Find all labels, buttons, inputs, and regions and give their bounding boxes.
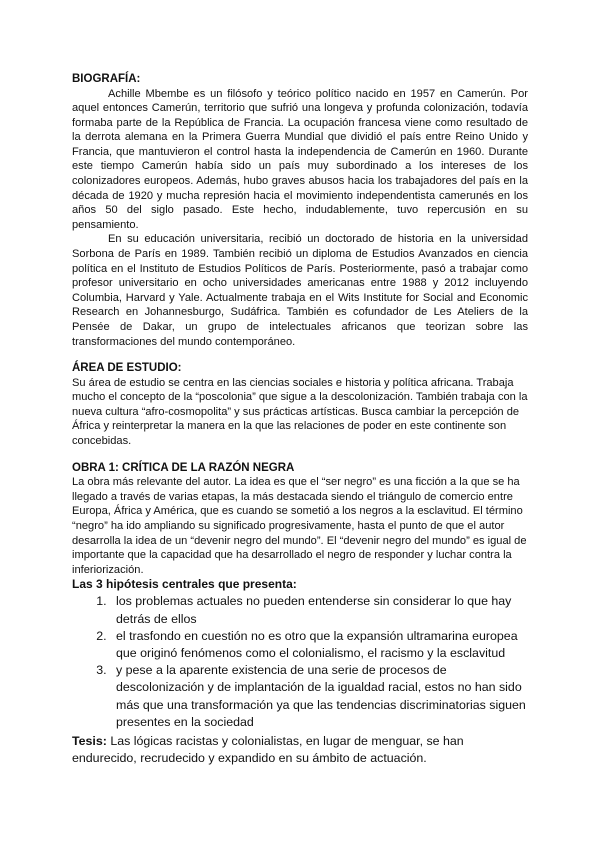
area-heading: ÁREA DE ESTUDIO: (72, 362, 182, 375)
hypothesis-item: 1. los problemas actuales no pueden entenderse sin considerar lo que hay detrás de ellos (110, 593, 528, 627)
thesis-text: Las lógicas racistas y colonialistas, en lugar de menguar, se han endurecido, recrudecido y expandido en su ámbito de actuación. (72, 733, 464, 766)
section-gap (72, 449, 528, 461)
hypothesis-item: 3. y pese a la aparente existencia de una serie de procesos de descolonización y de implantación de la igualdad racial, estos no han sido más que una transformación ya que las tendencias discriminatorias siguen presentes en la sociedad (110, 662, 528, 731)
hypotheses-title: Las 3 hipótesis centrales que presenta: (72, 577, 297, 592)
biografia-heading: BIOGRAFÍA: (72, 73, 141, 85)
hypotheses-list (72, 593, 528, 731)
thesis-label: Tesis: (72, 733, 107, 748)
obra-paragraph: La obra más relevante del autor. La idea es que el “ser negro” es una ficción a la que se ha llegado a través de varias etapas, la más destacada siendo el triángulo de comercio entre Europa, África y América, que es cuando se sometió a los negros a la esclavitud. El término “negro” ha ido ampliando su significado progresivamente, hasta el punto de que el autor desarrolla la idea de un “devenir negro del mundo”. El “devenir negro del mundo” es igual de importante que la capacidad que ha desarrollado el negro de responder y luchar contra la inferiorización. (72, 476, 527, 576)
obra-heading: OBRA 1: CRÍTICA DE LA RAZÓN NEGRA (72, 461, 295, 474)
hypothesis-item: 2. el trasfondo en cuestión no es otro que la expansión ultramarina europea que originó fenómenos como el colonialismo, el racismo y la esclavitud (110, 628, 528, 662)
biografia-paragraph-2: En su educación universitaria, recibió un doctorado de historia en la universidad Sorbona de París en 1989. También recibió un diploma de Estudios Avanzados en ciencia política en el Instituto de Estudios Políticos de París. Posteriormente, pasó a trabajar como profesor universitario en ocho universidades americanas entre 1988 y 2012 incluyendo Columbia, Harvard y Yale. Actualmente trabaja en el Wits Institute for Social and Economic Research en Johannesburgo, Sudáfrica. También es cofundador de Les Ateliers de la Pensée de Dakar, un grupo de intelectuales africanos que teorizan sobre las transformaciones del mundo contemporáneo. (72, 233, 528, 348)
thesis (72, 733, 528, 767)
document-content (72, 72, 528, 767)
biografia-paragraph-1: Achille Mbembe es un filósofo y teórico político nacido en 1957 en Camerún. Por aquel entonces Camerún, territorio que sufrió una longeva y profunda colonización, todavía formaba parte de la República de Francia. La ocupación francesa viene como resultado de la derrota alemana en la Primera Guerra Mundial que dividió el país entre Reino Unido y Francia, que mantuvieron el control hasta la independencia de Camerún en 1960. Durante este tiempo Camerún había sido un país muy subordinado a los intereses de los colonizadores europeos. Además, hubo graves abusos hacia los trabajadores del país en la década de 1920 y mucha represión hacia el movimiento independentista camerunés en los años 50 del siglo pasado. Este hecho, indudablemente, tuvo repercusión en su pensamiento. (72, 87, 528, 231)
area-paragraph: Su área de estudio se centra en las ciencias sociales e historia y política africana. Trabaja mucho el concepto de la “poscolonia” que sigue a la descolonización. También trabaja con la nueva cultura “afro-cosmopolita” y sus prácticas artísticas. Busca cambiar la percepción de África y reinterpretar la manera en la que las relaciones de poder en este continente son concebidas. (72, 376, 528, 448)
section-gap (72, 349, 528, 361)
